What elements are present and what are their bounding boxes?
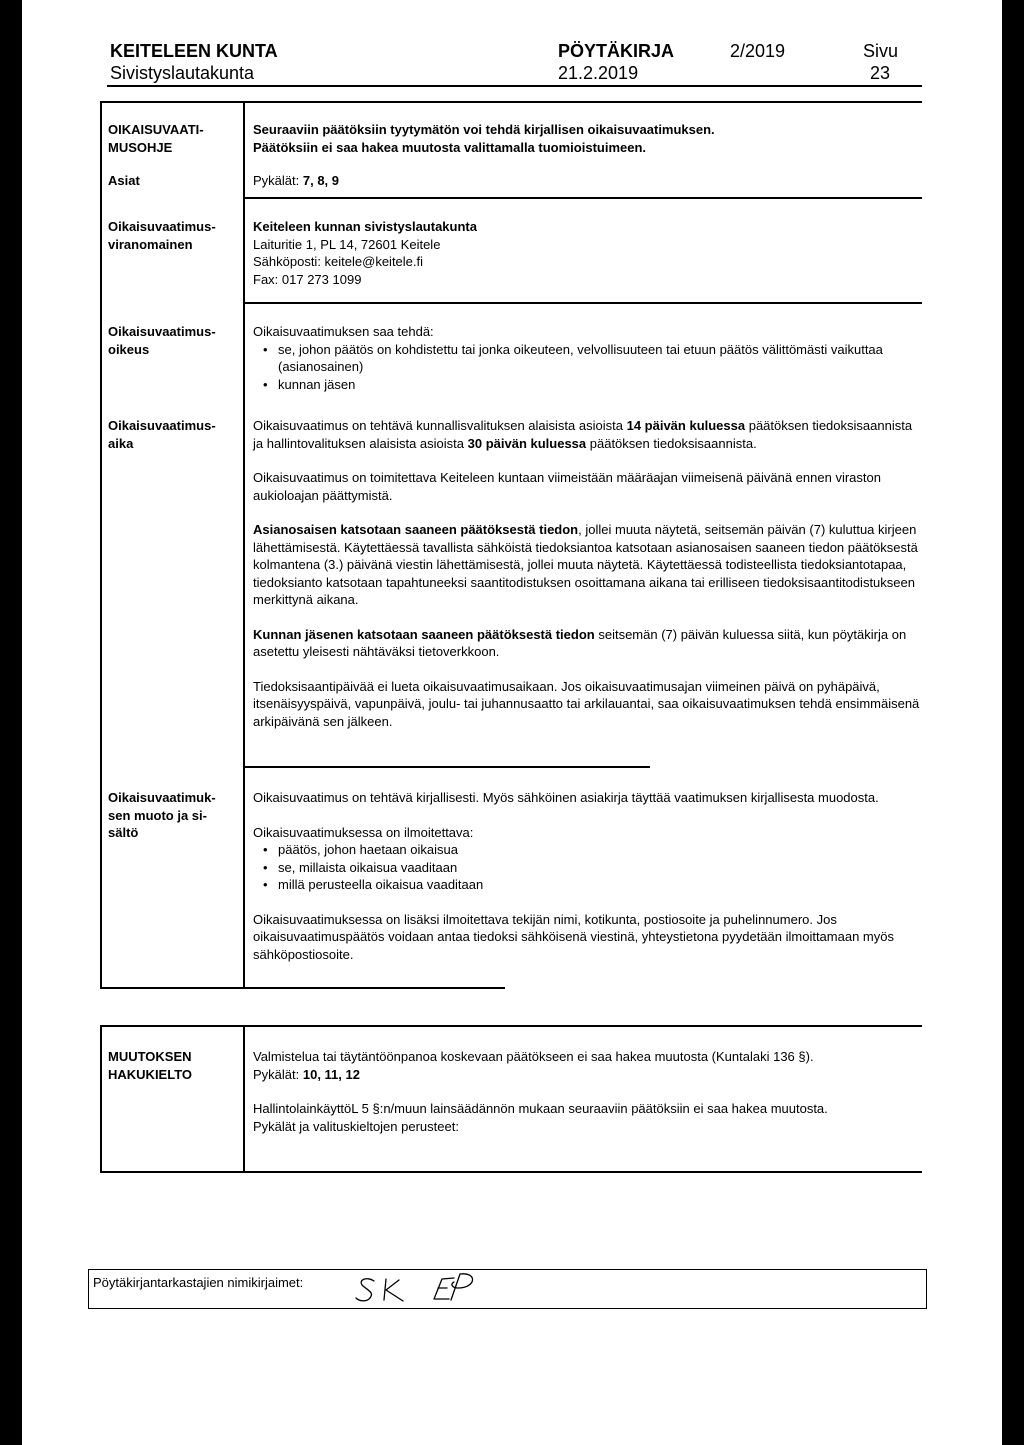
page-label: Sivu (863, 41, 899, 61)
aika-p1-a: Oikaisuvaatimus on tehtävä kunnallisvalituksen alaisista asioista (253, 418, 627, 433)
aika-p3-bold: Asianosaisen katsotaan saaneen päätöksestä tiedon (253, 522, 579, 537)
authority-address: Laituritie 1, PL 14, 72601 Keitele (253, 236, 441, 252)
initial-e-stroke (434, 1278, 454, 1299)
ohje-label-line1: OIKAISUVAATI- (108, 122, 204, 137)
ohje-text-line1: Seuraaviin päätöksiin tyytymätön voi tehdä kirjallisen oikaisuvaatimuksen. (253, 122, 715, 137)
kielto-paragraph-2: HallintolainkäyttöL 5 §:n/muun lainsäädännön mukaan seuraaviin päätöksiin ei saa hakea muutosta. (253, 1101, 828, 1116)
asiat-pykalat-prefix: Pykälät: (253, 173, 303, 188)
list-item: • se, millaista oikaisua vaaditaan (253, 859, 925, 877)
aika-paragraph-4 (253, 626, 925, 661)
initial-k-stroke (384, 1279, 403, 1301)
aika-p1-c: päätöksen tiedoksisaannista ja hallintovalituksen alaisista asioista (253, 418, 913, 451)
viranomainen-label-line1: Oikaisuvaatimus- (108, 219, 216, 234)
table-bottom-right (243, 987, 505, 989)
table-top-border (100, 101, 922, 103)
muoto-label-line3: sältö (108, 825, 139, 840)
viranomainen-label (108, 218, 216, 253)
aika-label (108, 417, 216, 452)
kielto-paragraph-1: Valmistelua tai täytäntöönpanoa koskevaan päätökseen ei saa hakea muutosta (Kuntalaki 136 §). (253, 1049, 814, 1064)
ohje-text-line2: Päätöksiin ei saa hakea muutosta valittamalla tuomioistuimeen. (253, 139, 647, 155)
muoto-label-line1: Oikaisuvaatimuk- (108, 790, 216, 805)
muoto-paragraph-1: Oikaisuvaatimus on tehtävä kirjallisesti. Myös sähköinen asiakirja täyttää vaatimuksen kirjallisesta muodosta. (253, 790, 879, 805)
muoto-label-line2: sen muoto ja si- (108, 807, 207, 823)
aika-text (253, 417, 925, 730)
aika-p1-d: 30 päivän kuluessa (467, 435, 587, 451)
muoto-list (253, 841, 925, 894)
kielto-label (108, 1048, 192, 1083)
org-name: KEITELEEN KUNTA (110, 41, 278, 61)
kielto-text (253, 1048, 925, 1135)
authority-email: Sähköposti: keitele@keitele.fi (253, 254, 424, 269)
divider-viranomainen (243, 302, 922, 304)
table-bottom-left (100, 987, 244, 989)
viranomainen-label-line2: viranomainen (108, 236, 193, 252)
aika-paragraph-2: Oikaisuvaatimus on toimitettava Keiteleen kuntaan viimeistään määräajan viimeisenä päivänä ennen viraston aukioloajan päättymistä. (253, 470, 881, 503)
authority-fax: Fax: 017 273 1099 (253, 271, 362, 287)
oikeus-intro: Oikaisuvaatimuksen saa tehdä: (253, 324, 434, 339)
list-item: • päätös, johon haetaan oikaisua (253, 841, 925, 859)
oikeus-label (108, 323, 216, 358)
aika-label-line2: aika (108, 435, 134, 451)
list-item: • millä perusteella oikaisua vaaditaan (253, 876, 925, 894)
table-column-divider (243, 101, 245, 988)
divider-asiat (243, 197, 922, 199)
ohje-text (253, 121, 715, 156)
muoto-text (253, 789, 925, 963)
list-item: • se, johon päätös on kohdistettu tai jonka oikeuteen, velvollisuuteen tai etuun päätös välittömästi vaikuttaa (asianosainen) (253, 341, 925, 376)
authority-name: Keiteleen kunnan sivistyslautakunta (253, 219, 477, 234)
asiat-pykalat (253, 172, 339, 190)
kielto-label-line2: HAKUKIELTO (108, 1066, 193, 1082)
aika-p1-e: päätöksen tiedoksisaannista. (586, 435, 757, 451)
kielto-pykalat-numbers: 10, 11, 12 (302, 1066, 360, 1082)
ohje-label (108, 121, 204, 156)
muoto-paragraph-3: Oikaisuvaatimuksessa on lisäksi ilmoitettava tekijän nimi, kotikunta, postiosoite ja puhelinnumero. Jos oikaisuvaatimuspäätös voidaan antaa tiedoksi sähköisenä viestinä, yhteystietona pyydetään ilmoittamaan myös sähköpostiosoite. (253, 911, 894, 962)
aika-p1-b: 14 päivän kuluessa (626, 418, 746, 433)
muoto-paragraph-2: Oikaisuvaatimuksessa on ilmoitettava: (253, 824, 474, 840)
list-item: • kunnan jäsen (253, 376, 925, 394)
ohje-label-line2: MUSOHJE (108, 139, 173, 155)
asiat-pykalat-numbers: 7, 8, 9 (302, 173, 339, 188)
initial-s-stroke (356, 1279, 374, 1301)
aika-paragraph-5: Tiedoksisaantipäivää ei lueta oikaisuvaatimusaikaan. Jos oikaisuvaatimusajan viimeinen päivä on pyhäpäivä, itsenäisyyspäivä, vapunpäivä, joulu- tai juhannusaatto tai arkilauantai, saa oikaisuvaatimuksen tehdä ensimmäisenä arkipäivänä sen jälkeen. (253, 678, 920, 729)
kielto-bottom-border (100, 1171, 922, 1173)
page-number: 23 (870, 63, 891, 83)
asiat-label: Asiat (108, 173, 140, 188)
document-page (22, 0, 1002, 1445)
unit-name: Sivistyslautakunta (110, 63, 255, 83)
kielto-pykalat-prefix: Pykälät: (253, 1066, 303, 1082)
signature-initials (354, 1270, 504, 1308)
signature-label: Pöytäkirjantarkastajien nimikirjaimet: (93, 1275, 304, 1290)
aika-p3-rest: , jollei muuta näytetä, seitsemän päivän (7) kuluttua kirjeen lähettämisestä. Käytettäessä tavallista sähköistä tiedoksiantoa katsotaan asianosaisen saaneen tiedon päätöksestä kolmantena (3.) päivänä viestin lähettämisestä, jollei muuta näytetä. Käytettäessä todisteellista tiedoksiantotapaa, tiedoksianto katsotaan tapahtuneeksi saantitodistuksen osoittamana aikana tai erilliseen tiedoksisaantitodistukseen merkittynä aikana. (253, 522, 918, 607)
kielto-pykalat (253, 1066, 925, 1084)
kielto-paragraph-3: Pykälät ja valituskieltojen perusteet: (253, 1118, 459, 1134)
aika-p4-rest: seitsemän (7) päivän kuluessa siitä, kun pöytäkirja on asetettu yleisesti nähtäväksi tietoverkkoon. (253, 626, 907, 659)
kielto-left-border (100, 1025, 102, 1172)
kielto-label-line1: MUUTOKSEN (108, 1049, 192, 1064)
kielto-top-border (100, 1025, 922, 1027)
doc-type: PÖYTÄKIRJA (558, 41, 675, 61)
oikeus-text (253, 323, 925, 393)
oikeus-label-line1: Oikaisuvaatimus- (108, 324, 216, 339)
aika-paragraph-1 (253, 417, 925, 452)
oikeus-list (253, 341, 925, 394)
meeting-date: 21.2.2019 (558, 63, 639, 83)
aika-label-line1: Oikaisuvaatimus- (108, 418, 216, 433)
aika-paragraph-3 (253, 521, 925, 609)
oikeus-label-line2: oikeus (108, 341, 150, 357)
kielto-column-divider (243, 1025, 245, 1172)
muoto-label (108, 789, 216, 842)
meeting-number: 2/2019 (730, 41, 786, 61)
header-rule (107, 85, 922, 87)
divider-aika (243, 766, 650, 768)
table-left-border (100, 101, 102, 988)
aika-p4-bold: Kunnan jäsenen katsotaan saaneen päätöksestä tiedon (253, 626, 595, 642)
viranomainen-details (253, 218, 477, 288)
